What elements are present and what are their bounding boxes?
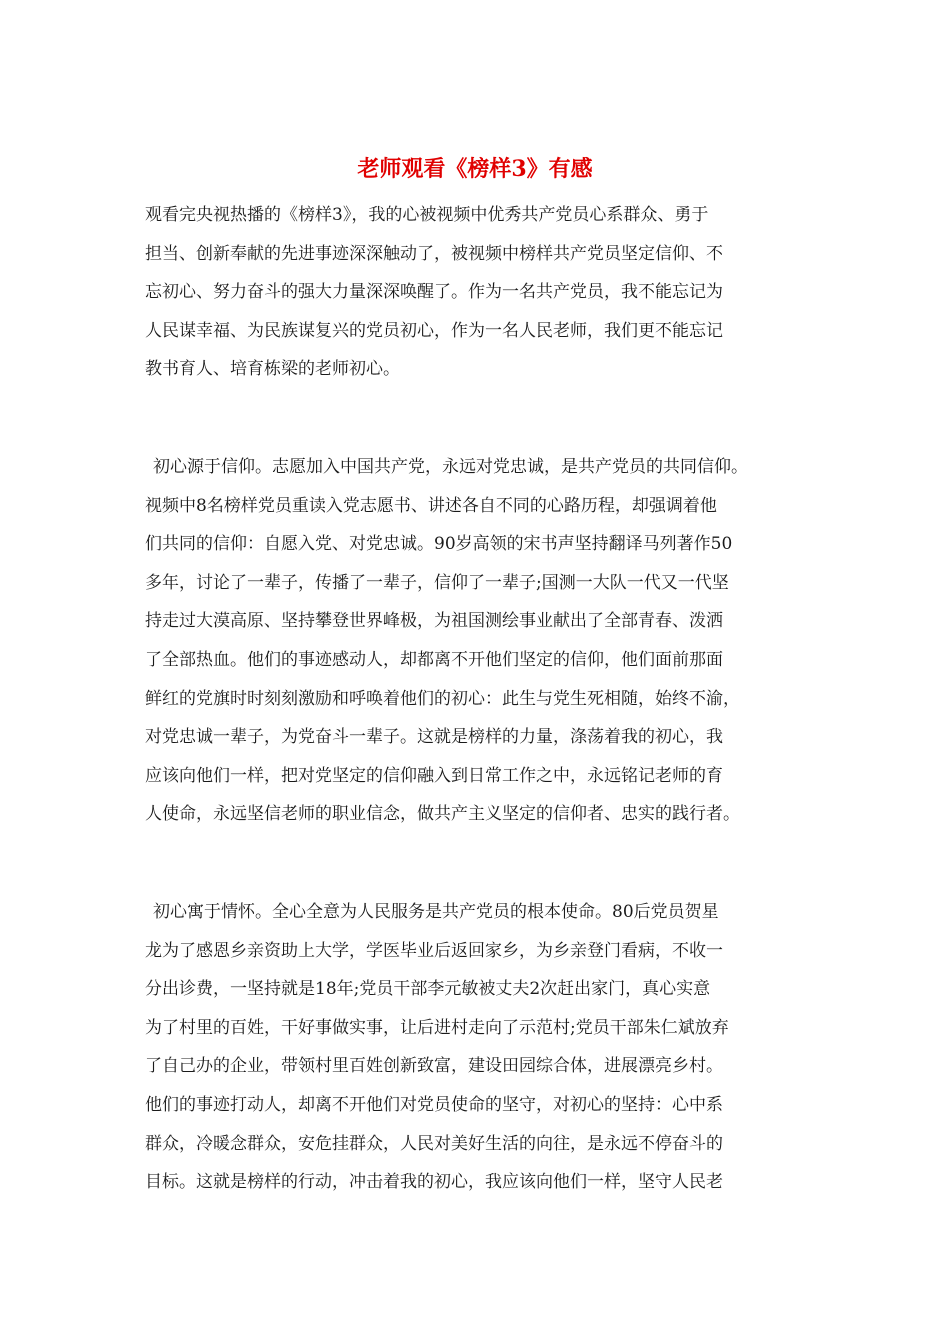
paragraph-line: 对党忠诚一辈子，为党奋斗一辈子。这就是榜样的力量，涤荡着我的初心，我 (145, 727, 723, 748)
paragraph-line: 目标。这就是榜样的行动，冲击着我的初心，我应该向他们一样，坚守人民老 (145, 1172, 723, 1193)
paragraph-2 (145, 448, 825, 834)
paragraph-line: 人民谋幸福、为民族谋复兴的党员初心，作为一名人民老师，我们更不能忘记 (145, 320, 723, 341)
paragraph-line: 教书育人、培育栋梁的老师初心。 (145, 359, 400, 380)
paragraph-line: 们共同的信仰：自愿入党、对党忠诚。90岁高领的宋书声坚持翻译马列著作50 (145, 534, 733, 555)
paragraph-line: 分出诊费，一坚持就是18年;党员干部李元敏被丈夫2次赶出家门，真心实意 (145, 979, 711, 1000)
paragraph-line: 人使命，永远坚信老师的职业信念，做共产主义坚定的信仰者、忠实的践行者。 (145, 804, 740, 825)
paragraph-line: 持走过大漠高原、坚持攀登世界峰极，为祖国测绘事业献出了全部青春、泼洒 (145, 611, 723, 632)
paragraph-line: 了自己办的企业，带领村里百姓创新致富，建设田园综合体，进展漂亮乡村。 (145, 1056, 723, 1077)
paragraph-line: 他们的事迹打动人，却离不开他们对党员使命的坚守，对初心的坚持：心中系 (145, 1094, 723, 1115)
paragraph-line: 视频中8名榜样党员重读入党志愿书、讲述各自不同的心路历程，却强调着他 (145, 495, 717, 516)
paragraph-1 (145, 196, 825, 389)
paragraph-line: 多年，讨论了一辈子，传播了一辈子，信仰了一辈子;国测一大队一代又一代坚 (145, 572, 729, 593)
paragraph-line: 初心寓于情怀。全心全意为人民服务是共产党员的根本使命。80后党员贺星 (153, 902, 719, 922)
paragraph-line: 担当、创新奉献的先进事迹深深触动了，被视频中榜样共产党员坚定信仰、不 (145, 243, 723, 264)
paragraph-line: 忘初心、努力奋斗的强大力量深深唤醒了。作为一名共产党员，我不能忘记为 (145, 282, 723, 303)
paragraph-line: 为了村里的百姓，干好事做实事，让后进村走向了示范村;党员干部朱仁斌放弃 (145, 1017, 729, 1038)
paragraph-line: 初心源于信仰。志愿加入中国共产党，永远对党忠诚，是共产党员的共同信仰。 (153, 457, 748, 477)
paragraph-line: 鲜红的党旗时时刻刻激励和呼唤着他们的初心：此生与党生死相随，始终不渝， (145, 688, 740, 709)
paragraph-line: 应该向他们一样，把对党坚定的信仰融入到日常工作之中，永远铭记老师的育 (145, 765, 723, 786)
paragraph-line: 群众，冷暖念群众，安危挂群众，人民对美好生活的向往，是永远不停奋斗的 (145, 1133, 723, 1154)
paragraph-line: 观看完央视热播的《榜样3》，我的心被视频中优秀共产党员心系群众、勇于 (145, 205, 709, 225)
paragraph-line: 龙为了感恩乡亲资助上大学，学医毕业后返回家乡，为乡亲登门看病，不收一 (145, 940, 723, 961)
paragraph-3 (145, 893, 825, 1202)
paragraph-line: 了全部热血。他们的事迹感动人，却都离不开他们坚定的信仰，他们面前那面 (145, 649, 723, 670)
document-title: 老师观看《榜样3》有感 (357, 156, 593, 182)
